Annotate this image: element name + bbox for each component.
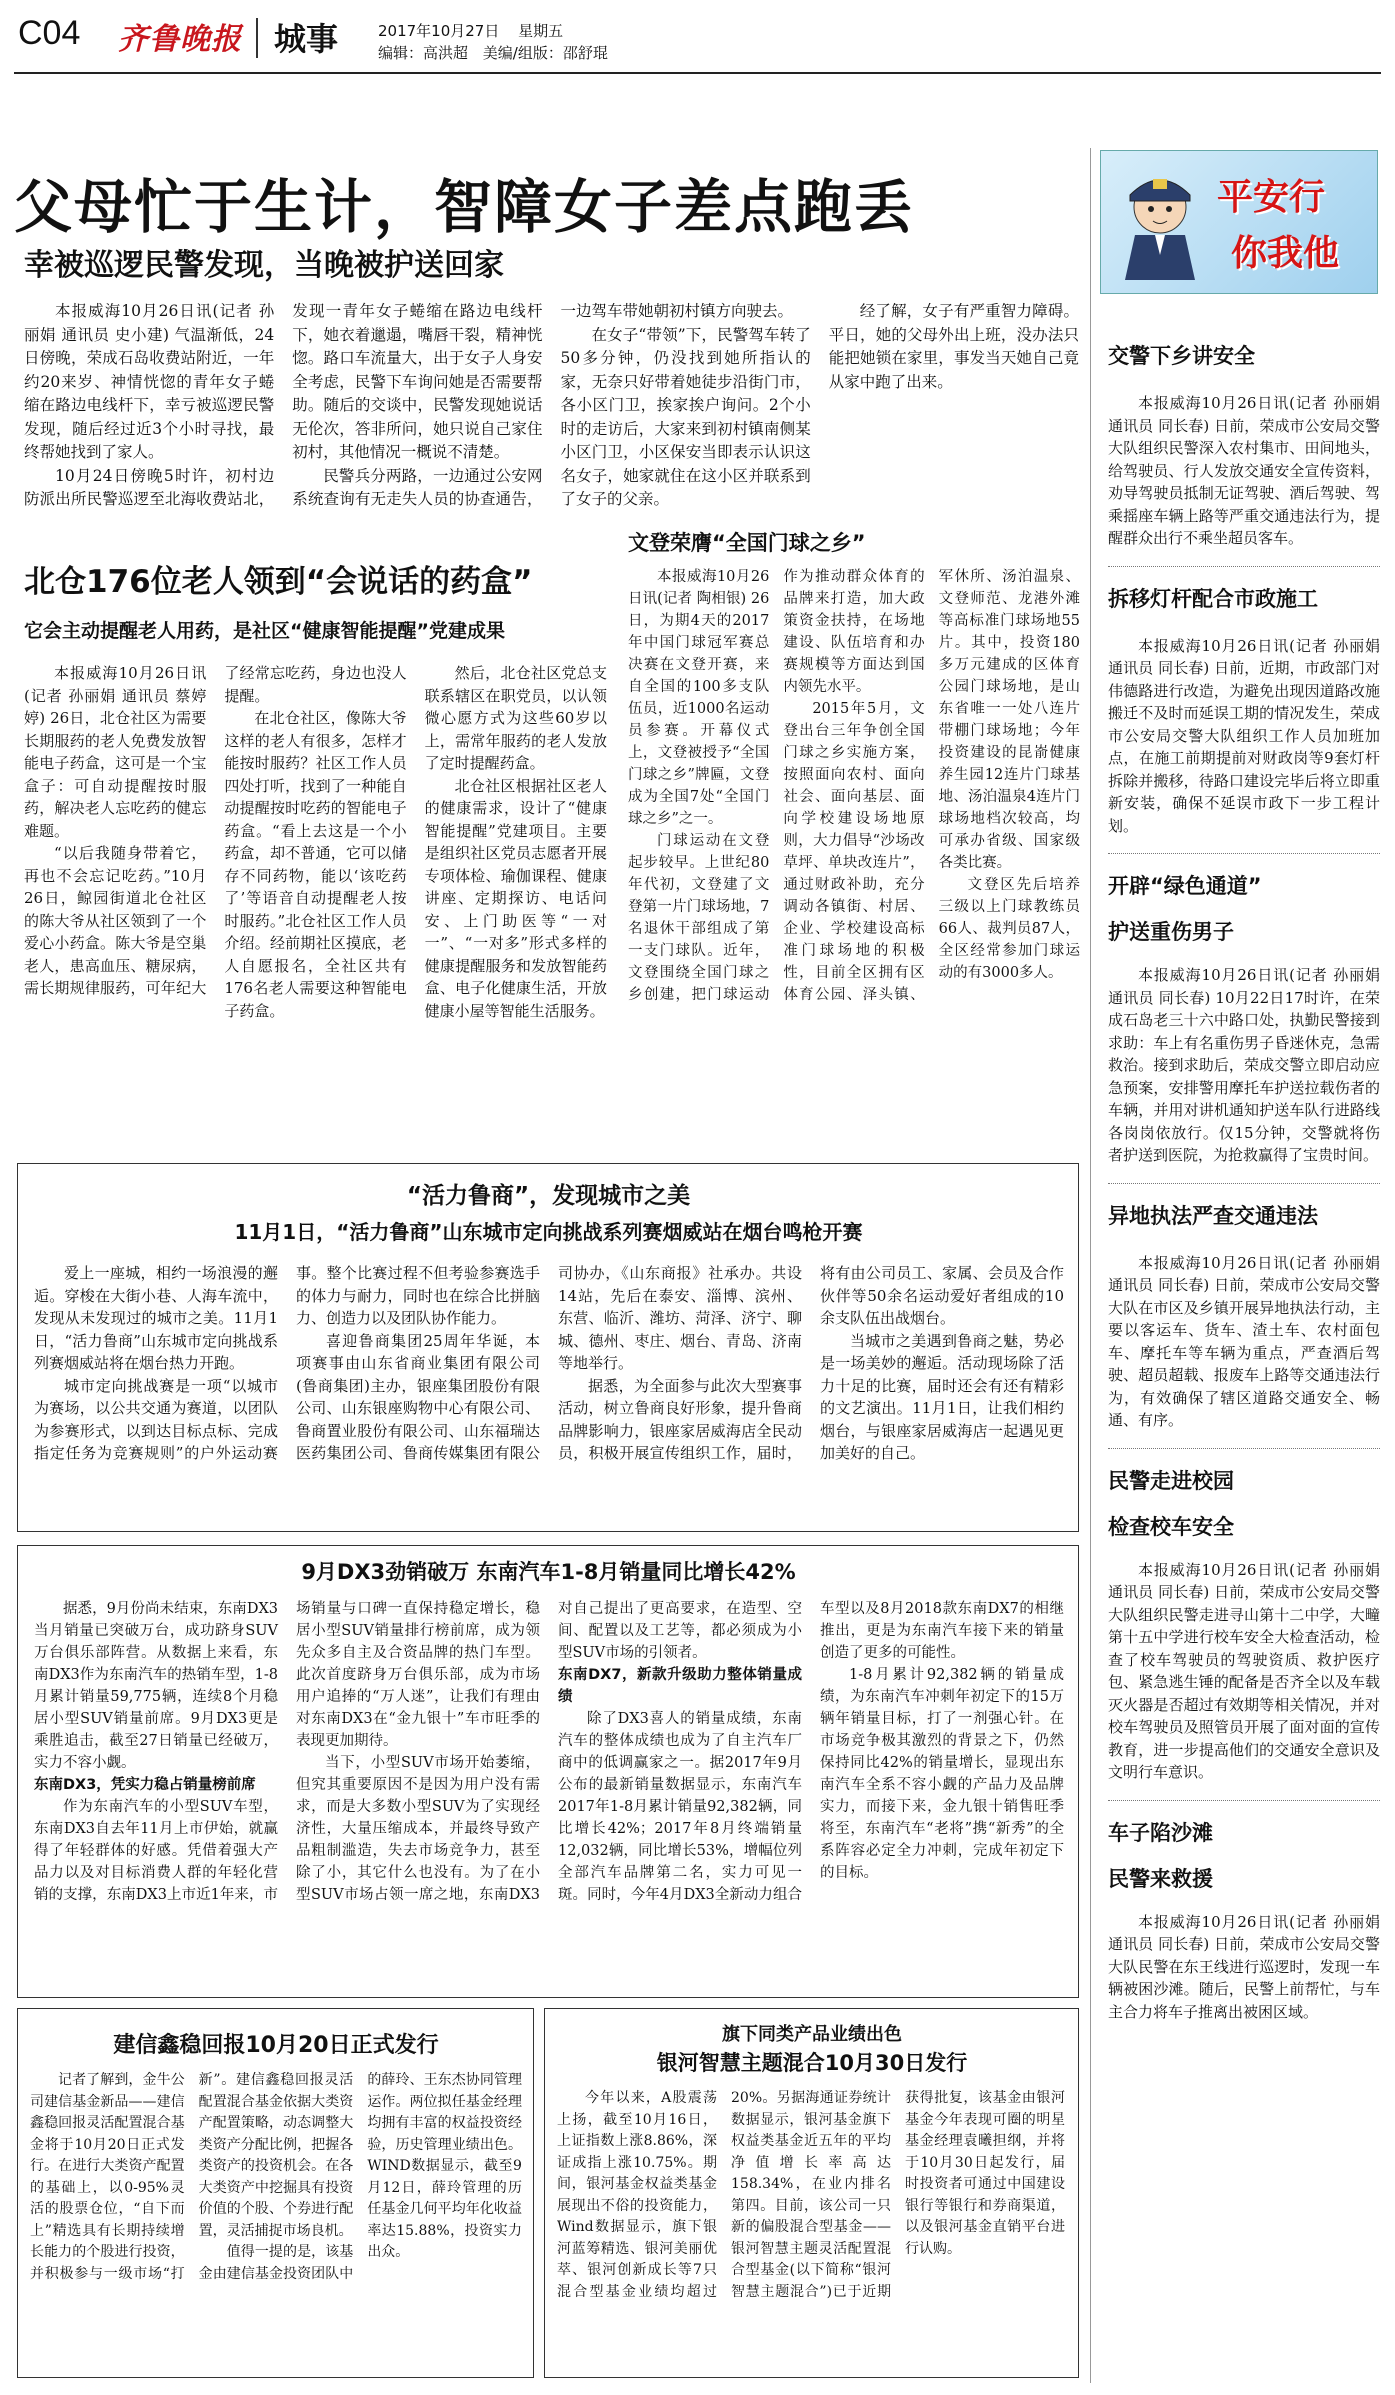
issue-date: 2017年10月27日 [378, 22, 500, 40]
side2-title: 拆移灯杆配合市政施工 [1108, 586, 1318, 611]
story1-para: 10月24日傍晚5时许，初村边防派出所民警巡逻至北海收费站北，发现一青年女子蜷缩在路边电线杆下，她衣着邋遢，嘴唇干裂，精神恍惚。路口车流量大，出于女子人身安全考虑，民警下车询问她是否需要帮助。随后的交谈中，民警发现她说话无伦次，答非所问，她只说自己家住初村，其他情况一概说不清楚。 [24, 302, 543, 508]
side1-para: 本报威海10月26日讯(记者 孙丽娟 通讯员 同长春) 日前，荣成市公安局交警大队组织民警深入农村集市、田间地头，给驾驶员、行人发放交通安全宣传资料，劝导驾驶员抵制无证驾驶、酒后驾驶、驾乘摇座车辆上路等严重交通违法行为，提醒群众出行不乘坐超员客车。 [1108, 394, 1380, 547]
story4-subtitle: 11月1日，“活力鲁商”山东城市定向挑战系列赛烟威站在烟台鸣枪开赛 [234, 1220, 863, 1244]
story1-subtitle: 幸被巡逻民警发现，当晚被护送回家 [24, 248, 504, 283]
side5-para: 本报威海10月26日讯(记者 孙丽娟 通讯员 同长春) 日前，荣成市公安局交警大队组织民警走进寻山第十二中学，大疃第十五中学进行校车安全大检查活动，检查了校车驾驶员的驾驶资质、救护医疗包、紧急逃生锤的配备是否齐全以及车载灭火器是否超过有效期等相关情况，并对校车驾驶员及照管员开展了面对面的宣传教育，进一步提高他们的交通安全意识及文明行车意识。 [1108, 1560, 1380, 1781]
story7-headline-l2: 银河智慧主题混合10月30日发行 [656, 2051, 968, 2075]
story4-body [34, 1262, 1064, 1524]
side4-para: 本报威海10月26日讯(记者 孙丽娟 通讯员 同长春) 日前，荣成市公安局交警大队在市区及乡镇开展异地执法行动，主要以客运车、货车、渣土车、农村面包车、摩托车等车辆为重点，严查酒后驾驶、超员超载、报废车上路等交通违法行为，有效确保了辖区道路交通安全、畅通、有序。 [1108, 1253, 1380, 1429]
side6-title-l1: 车子陷沙滩 [1108, 1820, 1213, 1845]
story6-para: 记者了解到，金牛公司建信基金新品——建信鑫稳回报灵活配置混合基金将于10月20日正式发行。在进行大类资产配置的基础上，以0-95%灵活的股票仓位，“自下而上”精选具有长期持续增长能力的个股进行投资，并积极参与一级市场“打新”。建信鑫稳回报灵活配置混合基金依据大类资产配置策略，动态调整大类资产分配比例，把握各类资产的投资机会。在各大类资产中挖掘具有投资价值的个股、个券进行配置，灵活捕捉市场良机。 [30, 2072, 354, 2282]
section-name: 城事 [274, 20, 339, 58]
side-separator [1108, 566, 1380, 567]
story4-para: 当城市之美遇到鲁商之魅，势必是一场美妙的邂逅。活动现场除了活力十足的比赛，届时还会有还有精彩的文艺演出。11月1日，让我们相约烟台，与银座家居威海店一起遇见更加美好的自己。 [820, 1331, 1064, 1462]
paper-logo: 齐鲁晚报 [118, 22, 242, 57]
story4-para: 据悉，为全面参与此次大型赛事活动，树立鲁商良好形象，提升鲁商品牌影响力，银座家居威海店全民动员，积极开展宣传组织工作，届时，将有由公司员工、家属、会员及合作伙伴等50余名运动爱好者组成的10余支队伍出战烟台。 [558, 1264, 1064, 1462]
side3-text [1108, 964, 1380, 1167]
story7-para: 今年以来，A股震荡上扬，截至10月16日，上证指数上涨8.86%，深证成指上涨10.75%。期间，银河基金权益类基金展现出不俗的投资能力，Wind数据显示，旗下银河蓝筹精选、银河美丽优萃、银河创新成长等7只混合型基金业绩均超过20%。另据海通证券统计数据显示，银河基金旗下权益类基金近五年的平均净值增长率高达158.34%，在业内排名第四。目前，该公司一只新的偏股混合型基金——银河智慧主题灵活配置混合型基金(以下简称“银河智慧主题混合”)已于近期获得批复，该基金由银河基金今年表现可圈的明星基金经理袁曦担纲，并将于10月30日起发行，届时投资者可通过中国建设银行等银行和券商渠道，以及银河基金直销平台进行认购。 [557, 2090, 1065, 2300]
side-separator [1108, 1448, 1380, 1449]
story5-para: 作为东南汽车的小型SUV车型，东南DX3自去年11月上市伊始，就赢得了年轻群体的好感。凭借着强大产品力以及对目标消费人群的年轻化营销的支撑，东南DX3上市近1年来，市场销量与口碑一直保持稳定增长，稳居小型SUV销量排行榜前席，成为领先众多自主及合资品牌的热门车型。此次首度跻身万台俱乐部，成为市场用户追捧的“万人迷”，让我们有理由对东南DX3在“金九银十”车市旺季的表现更加期待。 [34, 1601, 540, 1903]
side2-text [1108, 635, 1380, 838]
story3-para: 2015年5月，文登出台三年争创全国门球之乡实施方案，按照面向农村、面向社会、面向基层、面向学校建设场地原则，大力倡导“沙场改草坪、单块改连片”，通过财政补助，充分调动各镇街、村居、企业、学校建设高标准门球场地的积极性，目前全区拥有区体育公园、泽头镇、军休所、汤泊温泉、文登师范、龙港外滩等高标准门球场地55片。其中，投资180多万元建成的区体育公园门球场地，是山东省唯一一处八连片带棚门球场地；今年投资建设的昆嵛健康养生园12连片门球基地、汤泊温泉4连片门球场地档次较高，均可承办省级、国家级各类比赛。 [783, 569, 1080, 1003]
story1-para: 本报威海10月26日讯(记者 孙丽娟 通讯员 史小建) 气温渐低，24日傍晚，荣成石岛收费站附近，一年约20来岁、神情恍惚的青年女子蜷缩在路边电线杆下，幸亏被巡逻民警发现，随后经过近3个小时寻找，最终帮她找到了家人。 [24, 302, 275, 461]
side6-title-l2: 民警来救援 [1108, 1866, 1213, 1891]
side4-title: 异地执法严查交通违法 [1108, 1203, 1318, 1228]
story4-para: 爱上一座城，相约一场浪漫的邂逅。穿梭在大街小巷、人海车流中，发现从未发现过的城市之美。11月1日，“活力鲁商”山东城市定向挑战系列赛烟威站将在烟台热力开跑。 [34, 1264, 278, 1372]
story1-para: 民警兵分两路，一边通过公安网系统查询有无走失人员的协查通告，一边驾车带她朝初村镇方向驶去。 [292, 302, 794, 508]
story6-headline: 建信鑫稳回报10月20日正式发行 [113, 2033, 439, 2058]
story5-para: 1-8月累计92,382辆的销量成绩，为东南汽车冲刺年初定下的15万辆年销量目标，打了一剂强心针。在市场竞争极其激烈的背景之下，仍然保持同比42%的销量增长，显现出东南汽车全系不容小觑的产品力及品牌实力，而接下来，金九银十销售旺季将至，东南汽车“老将”携“新秀”的全系阵容必定全力冲刺，完成年初定下的目标。 [820, 1667, 1064, 1881]
side3-para: 本报威海10月26日讯(记者 孙丽娟 通讯员 同长春) 10月22日17时许，在荣成石岛老三十六中路口处，执勤民警接到求助：车上有名重伤男子昏迷休克，急需救治。接到求助后，荣成交警立即启动应急预案，安排警用摩托车护送拉载伤者的车辆，并用对讲机通知护送车队行进路线各岗岗依放行。仅15分钟，交警就将伤者护送到医院，为抢救赢得了宝贵时间。 [1108, 966, 1380, 1164]
story5-subhead: 东南DX3，凭实力稳占销量榜前席 [34, 1777, 256, 1793]
side6-para: 本报威海10月26日讯(记者 孙丽娟 通讯员 同长春) 日前，荣成市公安局交警大队民警在东王线进行巡逻时，发现一车辆被困沙滩。随后，民警上前帮忙，与车主合力将车子推离出被困区域。 [1108, 1912, 1380, 2021]
side4-text [1108, 1252, 1380, 1432]
story2-para: 然后，北仓社区党总支联系辖区在职党员，以认领微心愿方式为这些60岁以上，需常年服药的老人发放了定时提醒药盒。 [424, 664, 607, 772]
story4-para: 城市定向挑战赛是一项“以城市为赛场，以公共交通为赛道，以团队为参赛形式，以到达目标点标、完成指定任务为竞赛规则”的户外运动赛事。整个比赛过程不但考验参赛选手的体力与耐力，同时也在综合比拼脑力、创造力以及团队协作能力。 [34, 1264, 540, 1462]
story1-headline: 父母忙于生计，智障女子差点跑丢 [14, 173, 915, 241]
story2-para: 北仓社区根据社区老人的健康需求，设计了“健康智能提醒”党建项目。主要是组织社区党员志愿者开展专项体检、瑜伽课程、健康讲座、定期探访、电话问安、上门助医等“一对一”、“一对多”形式多样的健康提醒服务和发放智能药盒、电子化健康生活，开放健康小屋等智能生活服务。 [424, 776, 607, 1020]
story2-para: 在北仓社区，像陈大爷这样的老人有很多，怎样才能按时服药？社区工作人员四处打听，找到了一种能自动提醒按时吃药的智能电子药盒。“看上去这是一个小药盒，却不普通，它可以储存不同药物，能以‘该吃药了’等语音自动提醒老人按时服药。”北仓社区工作人员介绍。经前期社区摸底，老人自愿报名，全社区共有176名老人需要这种智能电子药盒。 [224, 709, 407, 1020]
side1-title: 交警下乡讲安全 [1108, 344, 1255, 368]
story7-headline-l1: 旗下同类产品业绩出色 [722, 2024, 902, 2045]
story5-para: 当下，小型SUV市场开始萎缩，但究其重要原因不是因为用户没有需求，而是大多数小型SUV为了实现经济性，大量压缩成本，并最终导致产品粗制滥造，失去市场竞争力，甚至除了小，其它什么也没有。为了在小型SUV市场占领一席之地，东南DX3对自己提出了更高要求，在造型、空间、配置以及工艺等，都必须成为小型SUV市场的引领者。 [296, 1601, 802, 1903]
page-number: C04 [18, 14, 81, 52]
story1-para: 在女子“带领”下，民警驾车转了50多分钟，仍没找到她所指认的家，无奈只好带着她徒步沿街门市，各小区门卫，挨家挨户询问。2个小时的走访后，大家来到初村镇南侧某小区门卫，小区保安当即表示认识这名女子，她家就住在这小区并联系到了女子的父亲。 [560, 325, 811, 508]
story2-para: 本报威海10月26日讯(记者 孙丽娟 通讯员 蔡婷婷) 26日，北仓社区为需要长期服药的老人免费发放智能电子药盒，这可是一个宝盒子：可自动提醒按时服药，解决老人忘吃药的健忘难题。 [24, 664, 207, 840]
side5-text [1108, 1559, 1380, 1784]
police-illustration [1115, 165, 1205, 280]
divider [256, 18, 258, 58]
side5-title-l2: 检查校车安全 [1108, 1514, 1234, 1539]
side-separator [1108, 1800, 1380, 1801]
banner-line2: 你我他 [1231, 233, 1340, 274]
banner-line1: 平安行 [1217, 177, 1326, 218]
story2-body [24, 662, 607, 1122]
masthead [14, 8, 1384, 68]
story4-headline: “活力鲁商”，发现城市之美 [406, 1183, 691, 1209]
side3-title-l1: 开辟“绿色通道” [1108, 874, 1262, 898]
masthead-rule [14, 72, 1381, 74]
designer-credit: 美编/组版：邵舒琨 [482, 44, 608, 62]
story3-para: 门球运动在文登起步较早。上世纪80年代初，文登建了文登第一片门球场地，7名退休干部组成了第一支门球队。近年，文登围绕全国门球之乡创建，把门球运动作为推动群众体育的品牌来打造，加大政策资金扶持，在场地建设、队伍培育和办赛规模等方面达到国内领先水平。 [628, 569, 925, 1003]
story6-para: 值得一提的是，该基金由建信基金投资团队中的薛玲、王东杰协同管理运作。两位拟任基金经理均拥有丰富的权益投资经验，历史管理业绩出色。WIND数据显示，截至9月12日，薛玲管理的历任基金几何平均年化收益率达15.88%，投资实力出众。 [198, 2072, 522, 2282]
story3-body [628, 566, 1080, 1126]
date-line [378, 20, 563, 41]
side1-text [1108, 392, 1380, 550]
story1-body [24, 300, 1079, 512]
story2-headline: 北仓176位老人领到“会说话的药盒” [24, 564, 533, 600]
story5-subhead: 东南DX7，新款升级助力整体销量成绩 [558, 1667, 802, 1705]
story5-headline: 9月DX3劲销破万 东南汽车1-8月销量同比增长42% [301, 1560, 796, 1584]
safety-banner [1100, 150, 1378, 294]
story4-para: 喜迎鲁商集团25周年华诞，本项赛事由山东省商业集团有限公司(鲁商集团)主办，银座集团股份有限公司、山东银座购物中心有限公司、鲁商置业股份有限公司、山东福瑞达医药集团公司、鲁商传媒集团有限公司协办，《山东商报》社承办。共设14站，先后在泰安、淄博、滨州、东营、临沂、潍坊、菏泽、济宁、聊城、德州、枣庄、烟台、青岛、济南等地举行。 [296, 1264, 802, 1462]
side5-title-l1: 民警走进校园 [1108, 1468, 1234, 1493]
editor-credit: 编辑：高洪超 [378, 44, 469, 62]
side3-title-l2: 护送重伤男子 [1108, 920, 1234, 944]
side-separator [1108, 1183, 1380, 1184]
story5-para: 除了DX3喜人的销量成绩，东南汽车的整体成绩也成为了自主汽车厂商中的低调赢家之一。据2017年9月公布的最新销量数据显示，东南汽车2017年1-8月累计销量92,382辆，同比增长42%；2017年8月终端销量12,032辆，同比增长53%，增幅位列全部汽车品牌第二名，实力可见一斑。同时，今年4月DX3全新动力组合车型以及8月2018款东南DX7的相继推出，更是为东南汽车接下来的销量创造了更多的可能性。 [558, 1601, 1064, 1903]
side2-para: 本报威海10月26日讯(记者 孙丽娟 通讯员 同长春) 日前，近期，市政部门对伟德路进行改造，为避免出现因道路改施搬迁不及时而延误工期的情况发生，荣成市公安局交警大队组织工作人员加班加点，在施工前期提前对财政岗等9套灯杆拆除并搬移，待路口建设完毕后将立即重新安装，确保不延误市政下一步工程计划。 [1108, 636, 1380, 835]
story7-body [557, 2088, 1065, 2370]
credits-line [378, 42, 608, 63]
side6-text [1108, 1911, 1380, 2024]
story3-para: 本报威海10月26日讯(记者 陶相银) 26日，为期4天的2017年中国门球冠军赛总决赛在文登开赛，来自全国的100多支队伍员，近1000名运动员参赛。开幕仪式上，文登被授予“全国门球之乡”牌匾，文登成为全国7处“全国门球之乡”之一。 [628, 569, 770, 827]
story1-para: 经了解，女子有严重智力障碍。平日，她的父母外出上班，没办法只能把她锁在家里，事发当天她自己竟从家中跑了出来。 [828, 302, 1079, 391]
story3-headline: 文登荣膺“全国门球之乡” [628, 531, 866, 555]
story3-para: 文登区先后培养三级以上门球教练员66人、裁判员87人，全区经常参加门球运动的有3000多人。 [938, 877, 1080, 981]
side-separator [1108, 853, 1380, 854]
sidebar-divider [1090, 148, 1091, 2383]
story2-subtitle: 它会主动提醒老人用药，是社区“健康智能提醒”党建成果 [24, 620, 505, 642]
story5-body [34, 1598, 1064, 1990]
sidebar [1108, 340, 1380, 2023]
story5-para: 据悉，9月份尚未结束，东南DX3当月销量已突破万台，成功跻身SUV万台俱乐部阵营。从数据上来看，东南DX3作为东南汽车的热销车型，1-8月累计销量59,775辆，连续8个月稳居小型SUV销量前席。9月DX3更是乘胜追击，截至27日销量已经破万，实力不容小觑。 [34, 1601, 278, 1771]
issue-weekday: 星期五 [518, 22, 564, 40]
story6-body [30, 2070, 522, 2370]
story2-para: “以后我随身带着它，再也不会忘记吃药。”10月26日，鲸园街道北仓社区的陈大爷从社区领到了一个爱心小药盒。陈大爷是空巢老人，患高血压、糖尿病，需长期规律服药，可年纪大了经常忘吃药，身边也没人提醒。 [24, 664, 407, 997]
